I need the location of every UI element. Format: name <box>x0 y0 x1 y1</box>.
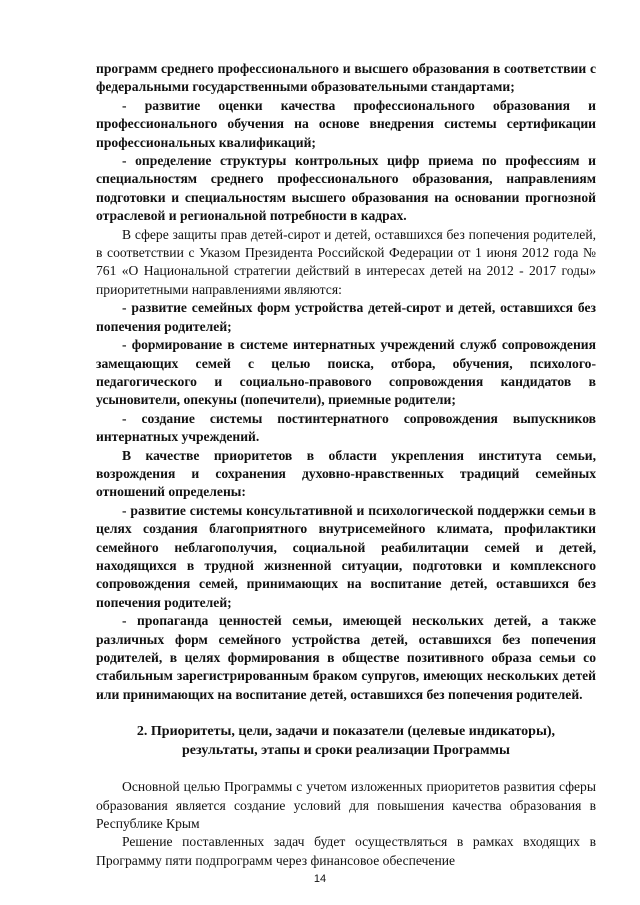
paragraph: В сфере защиты прав детей-сирот и детей, оставшихся без попечения родителей, в соответствии с Указом Президента Российской Федерации от 1 июня 2012 года № 761 «О Национальной стратегии действий в интересах детей на 2012 - 2017 годы» приоритетными направлениями являются: <box>96 226 596 297</box>
paragraph: Решение поставленных задач будет осуществляться в рамках входящих в Программу пяти подпрограмм через финансовое обеспечение <box>96 834 596 868</box>
section-heading-line-1: 2. Приоритеты, цели, задачи и показатели (целевые индикаторы), <box>136 724 556 740</box>
page-number: 14 <box>313 873 327 885</box>
paragraph: - развитие оценки качества профессионального образования и профессионального обучения на основе внедрения системы сертификации профессиональных квалификаций; <box>96 97 596 150</box>
paragraph: - формирование в системе интернатных учреждений служб сопровождения замещающих семей с целью поиска, отбора, обучения, психолого-педагогического и социально-правового сопровождения кандидатов в усыновители, опекуны (попечители), приемные родители; <box>96 337 596 408</box>
text-block-goals <box>96 778 596 870</box>
paragraph: - создание системы постинтернатного сопровождения выпускников интернатных учреждений. <box>96 410 596 445</box>
document-page <box>96 60 596 870</box>
paragraph: - пропаганда ценностей семьи, имеющей нескольких детей, а также различных форм семейного устройства детей, оставшихся без попечения родителей, в целях формирования в обществе позитивного образа семьи со стабильным зарегистрированным браком супругов, имеющих нескольких детей или принимающих на воспитание детей, оставшихся без попечения родителей. <box>96 613 596 702</box>
text-block-priorities <box>96 60 596 704</box>
paragraph: В качестве приоритетов в области укрепления института семьи, возрождения и сохранения духовно-нравственных традиций семейных отношений определены: <box>96 447 596 500</box>
section-heading-line-2: результаты, этапы и сроки реализации Программы <box>181 743 510 759</box>
paragraph: программ среднего профессионального и высшего образования в соответствии с федеральными государственными образовательными стандартами; <box>96 61 596 95</box>
paragraph: - развитие системы консультативной и психологической поддержки семьи в целях создания благоприятного внутрисемейного климата, профилактики семейного неблагополучия, социальной реабилитации семей и детей, находящихся в трудной жизненной ситуации, подготовки и комплексного сопровождения семей, принимающих на воспитание детей, оставшихся без попечения родителей; <box>96 502 596 610</box>
paragraph: - определение структуры контрольных цифр приема по профессиям и специальностям среднего профессионального образования, направлениям подготовки и специальностям высшего образования на основании прогнозной отраслевой и региональной потребности в кадрах. <box>96 153 596 224</box>
paragraph: - развитие семейных форм устройства детей-сирот и детей, оставшихся без попечения родителей; <box>96 300 596 334</box>
section-heading <box>96 722 596 760</box>
paragraph: Основной целью Программы с учетом изложенных приоритетов развития сферы образования является создание условий для повышения качества образования в Республике Крым <box>96 779 596 832</box>
